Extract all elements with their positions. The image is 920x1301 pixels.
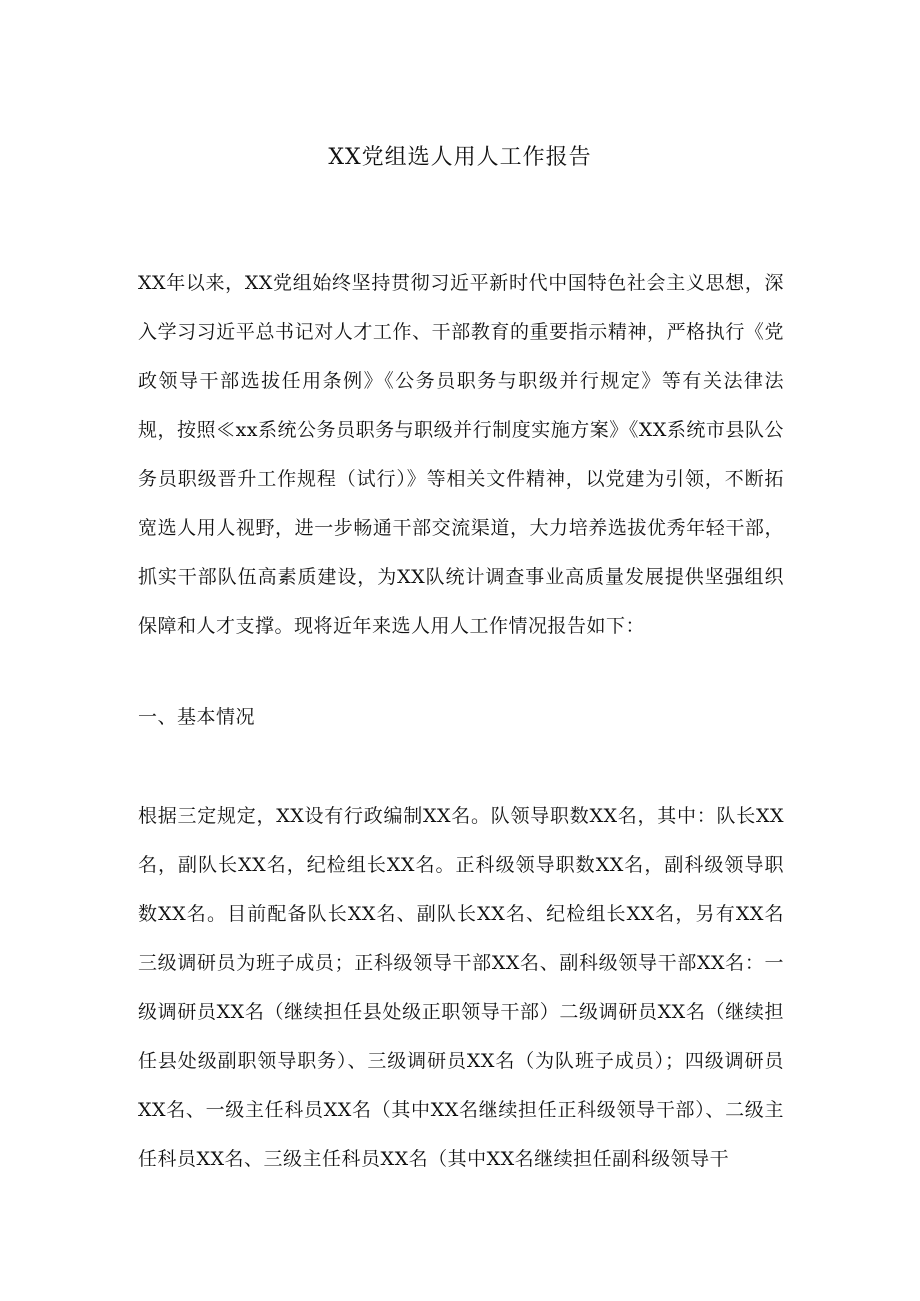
intro-paragraph: XX年以来，XX党组始终坚持贯彻习近平新时代中国特色社会主义思想，深入学习习近平总书记对人才工作、干部教育的重要指示精神，严格执行《党政领导干部选拔任用条例》《公务员职务与职级并行规定》等有关法律法规，按照≪xx系统公务员职务与职级并行制度实施方案》《XX系统市县队公务员职级晋升工作规程（试行）》等相关文件精神，以党建为引领，不断拓宽选人用人视野，进一步畅通干部交流渠道，大力培养选拔优秀年轻干部，抓实干部队伍高素质建设，为XX队统计调查事业高质量发展提供坚强组织保障和人才支撑。现将近年来选人用人工作情况报告如下： (138, 272, 784, 637)
section-heading: 一、基本情况 (138, 706, 256, 728)
section-paragraph: 根据三定规定，XX设有行政编制XX名。队领导职数XX名，其中：队长XX名，副队长XX名，纪检组长XX名。正科级领导职数XX名，副科级领导职数XX名。目前配备队长XX名、副队长XX名、纪检组长XX名，另有XX名三级调研员为班子成员；正科级领导干部XX名、副科级领导干部XX名：一级调研员XX名（继续担任县处级正职领导干部）二级调研员XX名（继续担任县处级副职领导职务）、三级调研员XX名（为队班子成员）；四级调研员XX名、一级主任科员XX名（其中XX名继续担任正科级领导干部）、二级主任科员XX名、三级主任科员XX名（其中XX名继续担任副科级领导干 (138, 805, 784, 1170)
document-title: XX党组选人用人工作报告 (328, 145, 592, 170)
